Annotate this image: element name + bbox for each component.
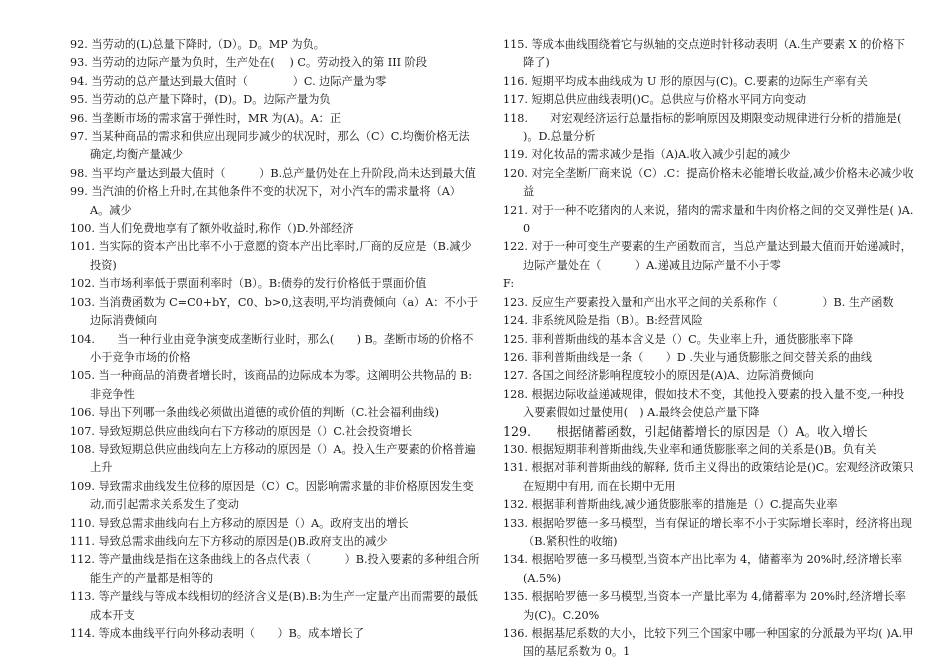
list-item: 122. 对于一种可变生产要素的生产函数而言，当总产量达到最大值而开始递减时，边际产量处在（ ）A.递减且边际产量不小于零 <box>503 240 912 272</box>
list-item: 98. 当平均产量达到最大值时（ ）B.总产量仍处在上升阶段,尚未达到最大值 <box>70 166 476 180</box>
list-item: 111. 导致总需求曲线向左下方移动的原因是()B.政府支出的减少 <box>70 534 388 548</box>
list-item: 134. 根据哈罗德一多马模型,当资本产出比率为 4，储蓄率为 20%时,经济增长率(A.5%) <box>503 553 903 585</box>
list-item: 96. 当垄断市场的需求富于弹性时，MR 为(A)。A：正 <box>70 111 342 125</box>
list-item: 121. 对于一种不吃猪肉的人来说，猪肉的需求量和牛肉价格之间的交叉弹性是( )A.0 <box>503 203 914 236</box>
list-item: 116. 短期平均成本曲线成为 U 形的原因与(C)。C.要素的边际生产率有关 <box>503 74 868 88</box>
list-item: 135. 根据哈罗德一多马模型,当资本一产量比率为 4,储蓄率为 20%时,经济增长率为(C)。C.20% <box>503 590 906 622</box>
list-item: 103. 当消费函数为 C=C0+bY，C0、b>0,这表明,平均消费倾向（a）A：不小于边际消费倾向 <box>70 295 479 328</box>
list-item: 113. 等产量线与等成本线相切的经济含义是(B).B:为生产一定量产出而需要的最低成本开支 <box>70 590 478 622</box>
list-item: 100. 当人们免费地享有了额外收益时,称作（)D.外部经济 <box>70 222 354 236</box>
list-item: 99. 当汽油的价格上升时,在其他条件不变的状况下，对小汽车的需求量将（A）A。减少 <box>70 185 461 217</box>
list-item: 95. 当劳动的总产量下降时，(D)。D。边际产量为负 <box>70 93 331 107</box>
list-item: 123. 反应生产要素投入量和产出水平之间的关系称作（ ）B. 生产函数 <box>503 295 894 309</box>
list-item: 132. 根据菲利普斯曲线,减少通货膨胀率的措施是（）C.提高失业率 <box>503 498 838 512</box>
list-item: 92. 当劳动的(L)总量下降时,（D）。D。MP 为负。 <box>70 38 325 51</box>
list-item: 120. 对完全垄断厂商来说（C）.C：提高价格未必能增长收益,减少价格未必减少收益 <box>503 166 914 199</box>
list-item: 108. 导致短期总供应曲线向左上方移动的原因是（）A。投入生产要素的价格普遍上升 <box>70 442 476 475</box>
list-item: 93. 当劳动的边际产量为负时，生产处在( ) C。劳动投入的第 III 阶段 <box>70 56 427 70</box>
list-item: 131. 根据对菲利普斯曲线的解释, 货币主义得出的政策结论是()C。宏观经济政策只在短期中有用, 而在长期中无用 <box>503 461 914 493</box>
list-item: 94. 当劳动的总产量达到最大值时（ ）C. 边际产量为零 <box>70 74 387 88</box>
list-item: 102. 当市场利率低于票面利率时（B）。B:债券的发行价格低于票面价值 <box>70 277 427 291</box>
list-item: 105. 当一种商品的消费者增长时，该商品的边际成本为零。这阐明公共物品的 B:非竞争性 <box>70 369 473 401</box>
list-item: 130. 根据短期菲利普斯曲线,失业率和通货膨胀率之间的关系是()B。负有关 <box>503 442 877 456</box>
list-item: 136. 根据基尼系数的大小，比较下列三个国家中哪一种国家的分派最为平均( )A.甲国的基尼系数为 0。1 <box>503 627 914 659</box>
list-item: 119. 对化妆品的需求减少是指（A)A.收入减少引起的减少 <box>503 148 791 162</box>
list-item: 112. 等产量曲线是指在这条曲线上的各点代表（ ）B.投入要素的多种组合所能生产的产量都是相等的 <box>70 553 480 585</box>
list-item: 107. 导致短期总供应曲线向右下方移动的原因是（）C.社会投资增长 <box>70 424 413 438</box>
list-item: 118. 对宏观经济运行总量指标的影响原因及期限变动规律进行分析的措施是( )。D.总量分析 <box>503 111 902 144</box>
list-item: 124. 非系统风险是指（B）。B:经营风险 <box>503 314 703 328</box>
list-item: 125. 菲利普斯曲线的基本含义是（）C。失业率上升，通货膨胀率下降 <box>503 332 854 346</box>
list-item: 114. 等成本曲线平行向外移动表明（ ）B。成本增长了 <box>70 627 365 640</box>
list-item: 97. 当某种商品的需求和供应出现同步减少的状况时，那么（C）C.均衡价格无法确定,均衡产量减少 <box>70 130 470 162</box>
list-item: 106. 导出下列哪一条曲线必须做出道德的或价值的判断（C.社会福利曲线) <box>70 406 439 420</box>
list-item: 128. 根据边际收益递减规律，假如技术不变，其他投入要素的投入量不变,一种投入要素假如过量使用( ) A.最终会使总产量下降 <box>503 387 905 420</box>
list-item: 126. 菲利普斯曲线是一条（ ）D .失业与通货膨胀之间交替关系的曲线 <box>503 350 872 364</box>
list-item: 104. 当一种行业由竞争演变成垄断行业时，那么( ) B。垄断市场的价格不小于竞争市场的价格 <box>70 332 474 364</box>
list-item: 117. 短期总供应曲线表明()C。总供应与价格水平同方向变动 <box>503 93 807 107</box>
left-column <box>70 36 480 643</box>
list-item: 129. 根据储蓄函数，引起储蓄增长的原因是（）A。收入增长 <box>503 423 868 439</box>
list-item: 110. 导致总需求曲线向右上方移动的原因是（）A。政府支出的增长 <box>70 516 409 530</box>
right-column <box>503 36 915 662</box>
section-letter: F: <box>503 277 515 291</box>
list-item: 127. 各国之间经济影响程度较小的原因是(A)A、边际消费倾向 <box>503 369 814 383</box>
list-item: 115. 等成本曲线围绕着它与纵轴的交点逆时针移动表明（A.生产要素 X 的价格下降了) <box>503 38 905 70</box>
list-item: 133. 根据哈罗德一多马模型，当有保证的增长率不小于实际增长率时，经济将出现（B.紧积性的收缩) <box>503 516 912 548</box>
list-item: 109. 导致需求曲线发生位移的原因是（C）C。因影响需求量的非价格原因发生变动,而引起需求关系发生了变动 <box>70 479 474 512</box>
list-item: 101. 当实际的资本产出比率不小于意愿的资本产出比率时,厂商的反应是（B.减少投资) <box>70 240 472 272</box>
